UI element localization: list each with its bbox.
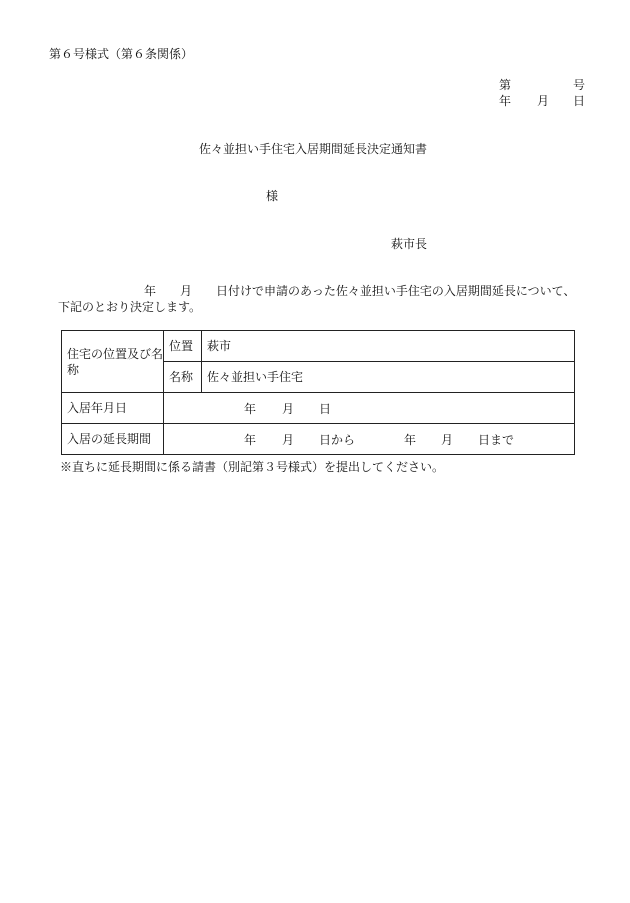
location-value: 萩市: [202, 331, 575, 362]
extension-period-cell: [164, 424, 575, 455]
move-in-day-label: 日: [319, 402, 332, 416]
extension-to-label: 日まで: [478, 433, 515, 447]
addressee-suffix: 様: [266, 189, 279, 203]
housing-label-cell: [62, 331, 164, 393]
extension-from-label: 日から: [319, 433, 356, 447]
move-in-label: 入居年月日: [62, 393, 164, 424]
extension-label: 入居の延長期間: [62, 424, 164, 455]
form-number: 第６号様式（第６条関係）: [49, 47, 194, 61]
extension-start-year-label: 年: [244, 433, 257, 447]
move-in-month-label: 月: [282, 402, 295, 416]
name-label: 名称: [164, 362, 202, 393]
location-label: 位置: [164, 331, 202, 362]
doc-number-suffix: 号: [573, 78, 586, 92]
body-month-label: 月: [180, 284, 193, 298]
doc-number-prefix: 第: [499, 78, 512, 92]
issuer: 萩市長: [391, 237, 428, 251]
move-in-date-cell: [164, 393, 575, 424]
decision-table: [61, 330, 575, 455]
extension-start-month-label: 月: [282, 433, 295, 447]
date-year-label: 年: [499, 94, 512, 108]
body-text: 日付けで申請のあった佐々並担い手住宅の入居期間延長について、: [216, 284, 576, 298]
extension-end-year-label: 年: [404, 433, 417, 447]
date-day-label: 日: [573, 94, 586, 108]
footnote: ※直ちに延長期間に係る請書（別記第３号様式）を提出してください。: [60, 460, 445, 474]
name-value: 佐々並担い手住宅: [202, 362, 575, 393]
move-in-year-label: 年: [244, 402, 257, 416]
body-line-2: 下記のとおり決定します。: [58, 300, 202, 314]
body-year-label: 年: [144, 284, 157, 298]
body-line-1: [144, 284, 575, 298]
extension-end-month-label: 月: [441, 433, 454, 447]
document-title: 佐々並担い手住宅入居期間延長決定通知書: [199, 142, 428, 156]
housing-label: 住宅の位置及び名称: [67, 346, 164, 377]
date-month-label: 月: [537, 94, 550, 108]
